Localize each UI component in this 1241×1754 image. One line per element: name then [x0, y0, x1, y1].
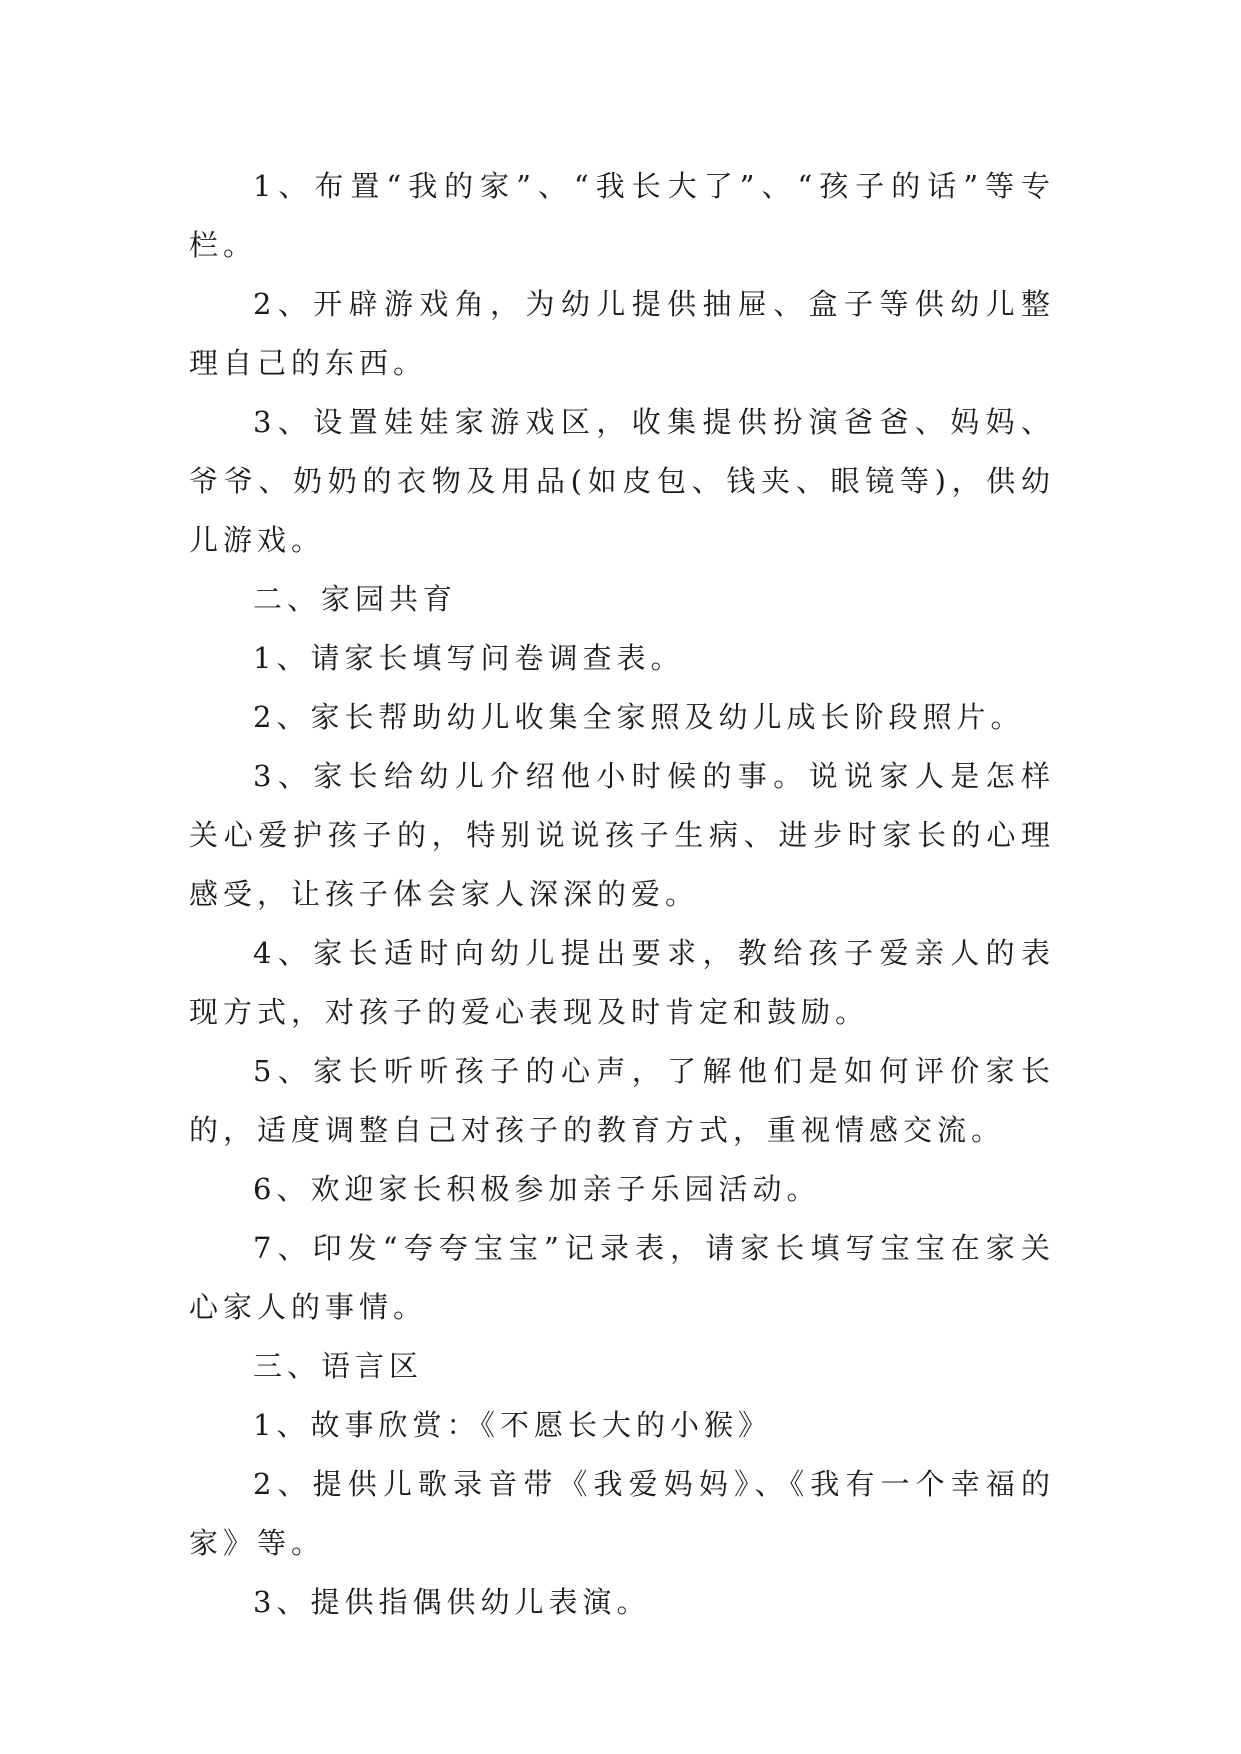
paragraph-lang-3: 3、提供指偶供幼儿表演。: [253, 1585, 651, 1619]
paragraph-env-1: 1、布置“我的家”、“我长大了”、“孩子的话”等专栏。: [189, 169, 1055, 262]
paragraph-env-3: 3、设置娃娃家游戏区，收集提供扮演爸爸、妈妈、爷爷、奶奶的衣物及用品(如皮包、钱夹、眼镜等)，供幼儿游戏。: [189, 405, 1055, 557]
paragraph-home-1: 1、请家长填写问卷调查表。: [253, 641, 685, 675]
paragraph-home-5: 5、家长听听孩子的心声，了解他们是如何评价家长的，适度调整自己对孩子的教育方式，重视情感交流。: [189, 1054, 1055, 1147]
paragraph-home-2: 2、家长帮助幼儿收集全家照及幼儿成长阶段照片。: [253, 700, 1025, 734]
section-heading-language: 三、语言区: [253, 1349, 424, 1383]
document-body: [189, 157, 1055, 1632]
paragraph-home-6: 6、欢迎家长积极参加亲子乐园活动。: [253, 1172, 821, 1206]
paragraph-lang-2: 2、提供儿歌录音带《我爱妈妈》、《我有一个幸福的家》等。: [189, 1467, 1055, 1560]
paragraph-env-2: 2、开辟游戏角，为幼儿提供抽屉、盒子等供幼儿整理自己的东西。: [189, 287, 1055, 380]
paragraph-home-4: 4、家长适时向幼儿提出要求，教给孩子爱亲人的表现方式，对孩子的爱心表现及时肯定和鼓励。: [189, 936, 1055, 1029]
paragraph-lang-1: 1、故事欣赏：《不愿长大的小猴》: [253, 1408, 772, 1442]
section-heading-home-school: 二、家园共育: [253, 582, 458, 616]
paragraph-home-7: 7、印发“夸夸宝宝”记录表，请家长填写宝宝在家关心家人的事情。: [189, 1231, 1055, 1324]
paragraph-home-3: 3、家长给幼儿介绍他小时候的事。说说家人是怎样关心爱护孩子的，特别说说孩子生病、进步时家长的心理感受，让孩子体会家人深深的爱。: [189, 759, 1055, 911]
